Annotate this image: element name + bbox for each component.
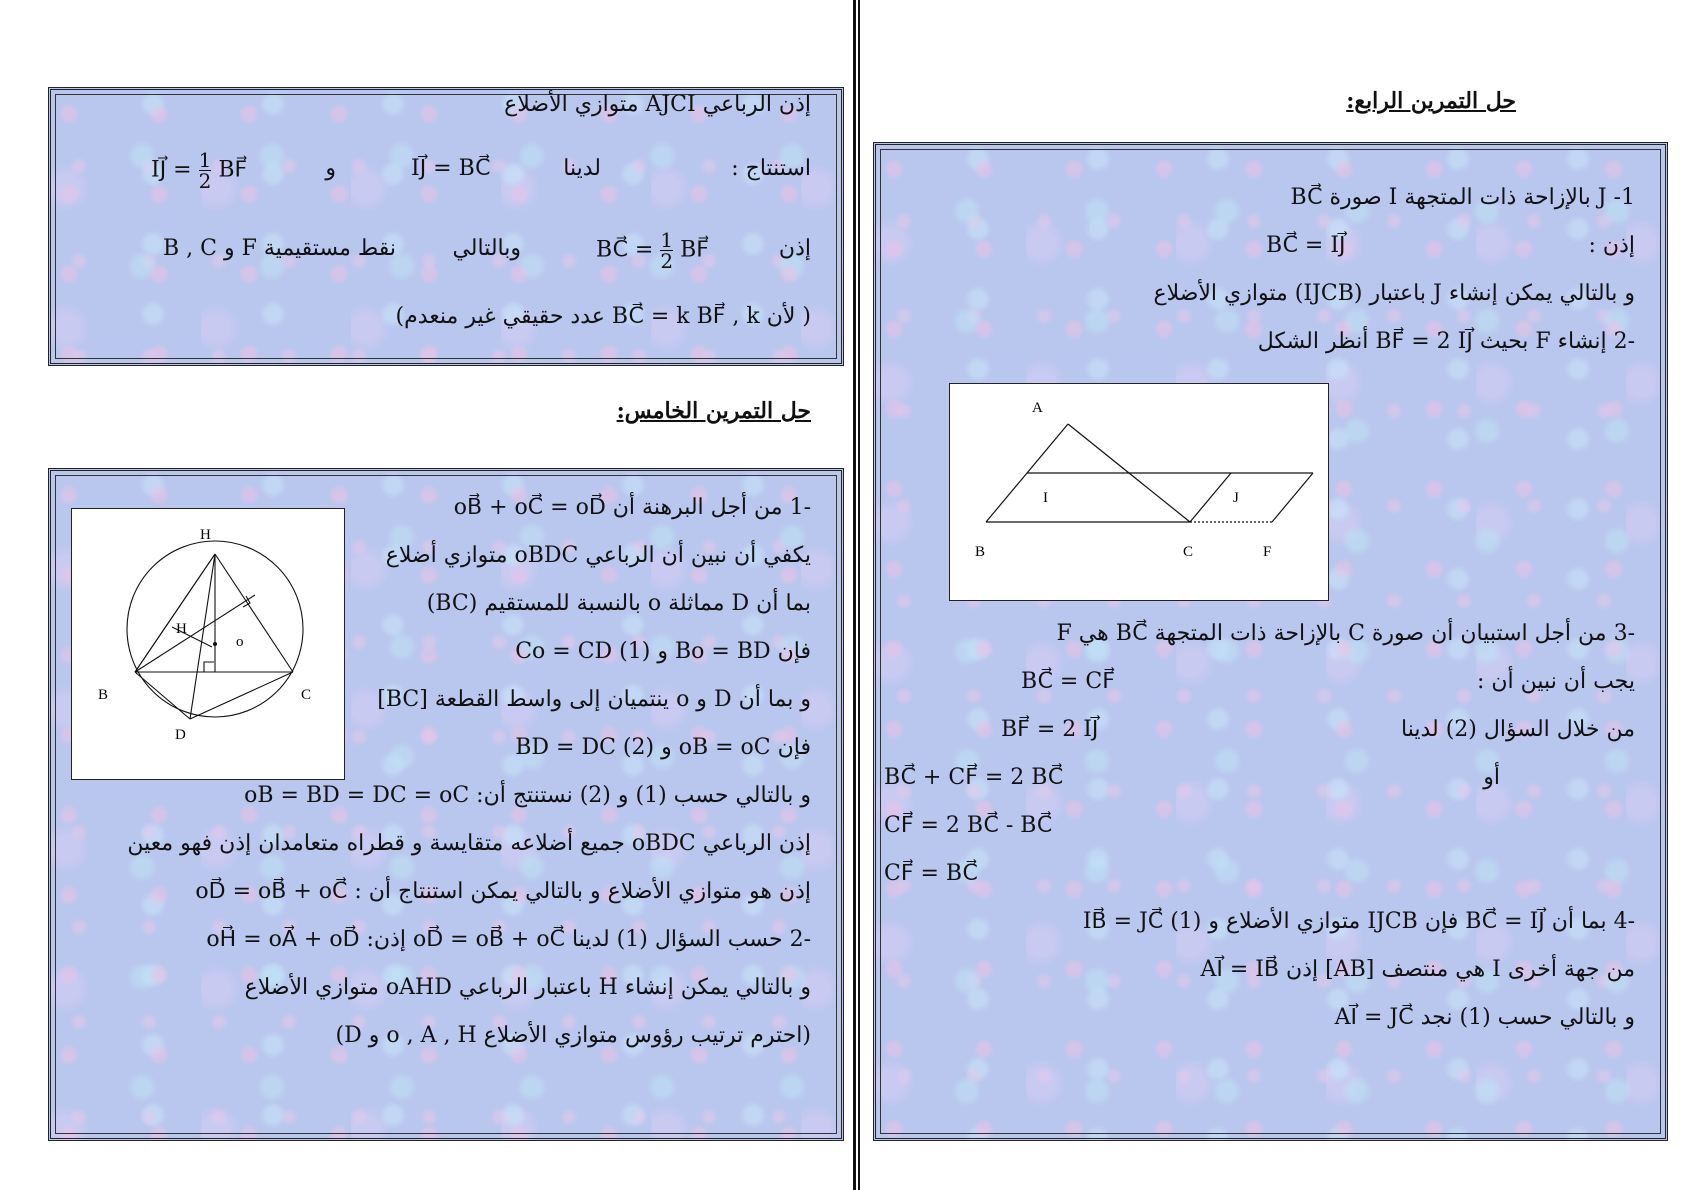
label-A: A [1032,400,1043,416]
ex4-line-9: من خلال السؤال (2) لدينا [1400,717,1635,742]
exercise-5-heading: حل التمرين الخامس: [616,398,811,424]
hence-label: إذن [778,236,811,261]
label-B: B [975,544,986,560]
circle-svg [72,509,344,779]
ajci-line: إذن الرباعي AJCI متوازي الأضلاع [504,92,811,117]
parallelogram-svg [950,384,1328,600]
we-have-label: لدينا [563,156,601,181]
deduce-label: استنتاج : [731,156,811,181]
ex4-line-11: أو [1483,765,1500,790]
label-H-inner: H [176,621,187,637]
ex5-line-2: يكفي أن نبين أن الرباعي oBDC متوازي أضلاع [385,543,811,568]
exercise-4-box [873,142,1668,1141]
collinear-points: B , C و F نقط مستقيمية [163,236,396,261]
ex4-line-14: CF⃗ = BC⃗ [884,861,978,886]
ex5-line-6: فإن oB = oC و BD = DC (2) [515,735,811,760]
ex4-line-3: BC⃗ = IJ⃗ [1266,233,1346,258]
ex5-line-3: بما أن D مماثلة o بالنسبة للمستقيم (BC) [426,591,811,616]
page-divider [853,0,860,1190]
label-H-top: H [200,527,211,543]
ex4-line-8: BC⃗ = CF⃗ [1021,669,1115,694]
label-C: C [1183,544,1194,560]
exercise-5-box [48,468,844,1141]
ex4-line-4: و بالتالي يمكن إنشاء J باعتبار (IJCB) متوازي الأضلاع [1153,281,1635,306]
ex5-line-11: و بالتالي يمكن إنشاء H باعتبار الرباعي oAHD متوازي الأضلاع [244,975,811,1000]
ex4-line-13: CF⃗ = 2 BC⃗ - BC⃗ [884,813,1053,838]
label-D-circle: D [175,727,186,743]
therefore-label: وبالتالي [452,236,521,261]
ex5-line-1: -1 من أجل البرهنة أن oB⃗ + oC⃗ = oD⃗ [453,495,811,520]
ex4-line-6: -3 من أجل استبيان أن صورة C بالإزاحة ذات المتجهة BC⃗ هي F [1056,621,1635,646]
ex5-line-8: إذن الرباعي oBDC جميع أضلاعه متقايسة و قطراه متعامدان إذن فهو معين [127,831,811,856]
ex5-line-12: (احترم ترتيب رؤوس متوازي الأضلاع o , A , H و D) [335,1023,811,1048]
label-F: F [1263,544,1272,560]
ex5-line-7: و بالتالي حسب (1) و (2) نستنتج أن: oB = BD = DC = oC [244,783,811,808]
ij-eq-bc: IJ⃗ = BC⃗ [411,156,491,181]
ex5-line-9: إذن هو متوازي الأضلاع و بالتالي يمكن استنتاج أن : oD⃗ = oB⃗ + oC⃗ [195,879,811,904]
ex5-line-5: و بما أن D و o ينتميان إلى واسط القطعة [BC] [377,687,811,712]
label-J: J [1233,490,1239,506]
label-o: o [236,634,244,650]
exercise-4-continued-box [48,87,844,366]
circle-figure [71,508,345,780]
ex4-line-16: من جهة أخرى I هي منتصف [AB] إذن AI⃗ = IB⃗ [1200,957,1635,982]
label-I: I [1043,490,1048,506]
ex4-line-12: BC⃗ + CF⃗ = 2 BC⃗ [884,765,1064,790]
ex4-line-15: -4 بما أن BC⃗ = IJ⃗ فإن IJCB متوازي الأضلاع و IB⃗ = JC⃗ (1) [1082,909,1635,934]
ex4-line-2: إذن : [1588,233,1635,258]
ex4-line-5: -2 إنشاء F بحيث BF⃗ = 2 IJ⃗ أنظر الشكل [1257,329,1635,354]
exercise-4-heading: حل التمرين الرابع: [1346,88,1516,114]
label-C-circle: C [301,687,312,703]
label-B-circle: B [98,687,109,703]
parallelogram-figure [949,383,1329,601]
ex4-line-17: و بالتالي حسب (1) نجد AI⃗ = JC⃗ [1334,1005,1635,1030]
ex5-line-4: فإن Bo = BD و Co = CD (1) [515,639,811,664]
ex4-line-10: BF⃗ = 2 IJ⃗ [1001,717,1099,742]
ex5-line-10: -2 حسب السؤال (1) لدينا oD⃗ = oB⃗ + oC⃗ إذن: oH⃗ = oA⃗ + oD⃗ [206,927,811,952]
ex4-line-7: يجب أن نبين أن : [1477,669,1635,694]
ij-eq-half-bf: IJ⃗ = $\frac{1}{2}$ BF⃗ [151,148,248,193]
and-label-1: و [325,156,336,181]
ex4-line-1: BC⃗ صورة I بالإزاحة ذات المتجهة J -1 [1290,185,1635,210]
bc-eq-half-bf: BC⃗ = $\frac{1}{2}$ BF⃗ [596,228,709,273]
because-line: ( لأن BC⃗ = k BF⃗ , k عدد حقيقي غير منعدم) [395,304,811,329]
